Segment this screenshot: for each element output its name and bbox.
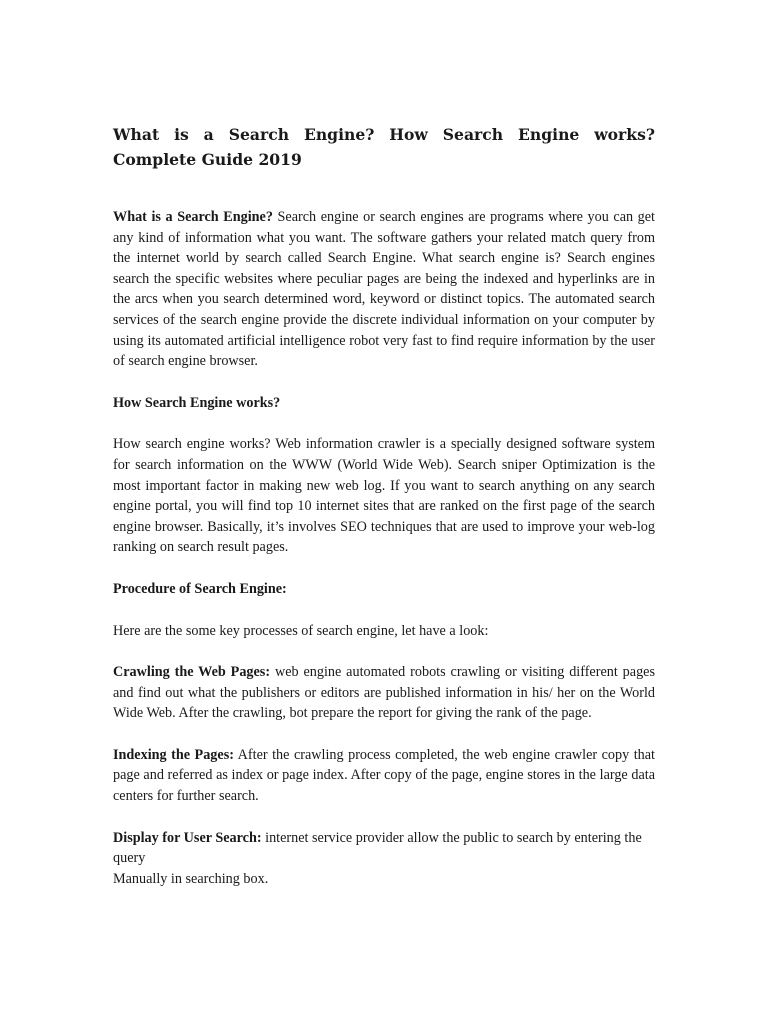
display-paragraph-continuation: Manually in searching box.: [113, 870, 269, 887]
crawling-paragraph: [113, 662, 655, 724]
section-heading-how-works: How Search Engine works?: [113, 394, 281, 411]
key-processes-intro: Here are the some key processes of search engine, let have a look:: [113, 622, 489, 639]
how-works-paragraph: How search engine works? Web information crawler is a specially designed software system for search information on the WWW (World Wide Web). Search sniper Optimization is the most important factor in making new web log. If you want to search anything on any search engine portal, you will find top 10 internet sites that are ranked on the first page of the search engine browser. Basically, it’s involves SEO techniques that are used to improve your web-log ranking on search result pages.: [113, 436, 655, 556]
document-content: [113, 122, 655, 889]
paragraph-body: After the crawling process completed, the web engine crawler copy that page and referred as index or page index. After copy of the page, engine stores in the large data centers for further search.: [113, 746, 655, 805]
paragraph-body: web engine automated robots crawling or visiting different pages and find out what the publishers or editors are published information in his/ her on the World Wide Web. After the crawling, bot prepare the report for giving the rank of the page.: [113, 664, 655, 722]
section-heading-procedure: Procedure of Search Engine:: [113, 580, 287, 597]
what-is-search-engine-paragraph: [113, 207, 655, 372]
indexing-paragraph: [113, 745, 655, 807]
paragraph-body: internet service provider allow the public to search by entering the query: [113, 829, 642, 867]
paragraph-lead: What is a Search Engine?: [113, 209, 273, 225]
display-paragraph: [113, 828, 655, 869]
document-title: What is a Search Engine? How Search Engine works? Complete Guide 2019: [113, 125, 655, 169]
paragraph-lead: Indexing the Pages:: [113, 746, 234, 763]
paragraph-lead: Crawling the Web Pages:: [113, 664, 271, 681]
paragraph-lead: Display for User Search:: [113, 829, 262, 846]
paragraph-body: Search engine or search engines are programs where you can get any kind of information what you want. The software gathers your related match query from the internet world by search called Search Engine. What search engine is? Search engines search the specific websites where peculiar pages are being the indexed and hyperlinks are in the arcs when you search determined word, keyword or distinct topics. The automated search services of the search engine provide the discrete individual information on your computer by using its automated artificial intelligence robot very fast to find require information by the user of search engine browser.: [113, 209, 655, 370]
